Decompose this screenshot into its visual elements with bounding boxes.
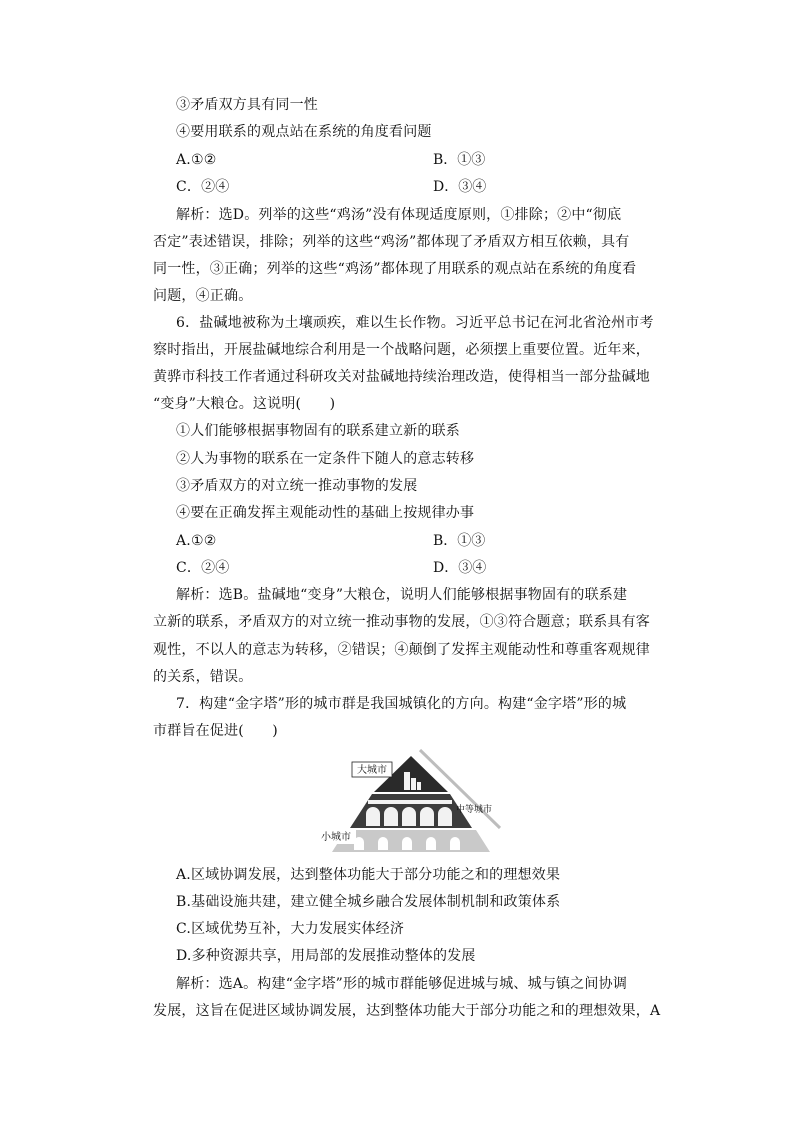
- q5-analysis-line: 问题，④正确。: [153, 288, 253, 304]
- q7-option-d: D.多种资源共享，用局部的发展推动整体的发展: [176, 948, 476, 964]
- q6-analysis-line: 解析：选B。盐碱地“变身”大粮仓，说明人们能够根据事物固有的联系建: [176, 587, 628, 603]
- q6-option-a: A.①②: [176, 533, 217, 549]
- q6-item-2: ②人为事物的联系在一定条件下随人的意志转移: [176, 451, 475, 467]
- building-icon: [417, 782, 421, 790]
- q6-item-4: ④要在正确发挥主观能动性的基础上按规律办事: [176, 505, 475, 521]
- q5-analysis-line: 否定”表述错误，排除；列举的这些“鸡汤”都体现了矛盾双方相互依赖，具有: [153, 234, 630, 250]
- q6-stem-line: 察时指出，开展盐碱地综合利用是一个战略问题，必须摆上重要位置。近年来，: [153, 342, 650, 358]
- q6-analysis-line: 观性，不以人的意志为转移，②错误；④颠倒了发挥主观能动性和尊重客观规律: [153, 642, 650, 658]
- q7-stem-line: 7．构建“金字塔”形的城市群是我国城镇化的方向。构建“金字塔”形的城: [176, 696, 627, 712]
- q6-stem-line: 6．盐碱地被称为土壤顽疾，难以生长作物。习近平总书记在河北省沧州市考: [176, 315, 654, 331]
- label-small-cities: 小城市: [321, 832, 351, 843]
- city-pyramid-figure: [308, 748, 508, 860]
- q6-analysis-line: 的关系，错误。: [153, 669, 253, 685]
- q6-item-3: ③矛盾双方的对立统一推动事物的发展: [176, 478, 418, 494]
- q7-stem-line: 市群旨在促进( ): [153, 723, 278, 739]
- q5-option-c: C．②④: [176, 179, 230, 195]
- q6-stem-line: “变身”大粮仓。这说明( ): [153, 396, 336, 412]
- q5-analysis-line: 解析：选D。列举的这些“鸡汤”没有体现适度原则，①排除；②中“彻底: [176, 207, 622, 223]
- building-icon: [404, 772, 410, 790]
- label-large-cities: 大城市: [357, 765, 387, 776]
- roof-band: [368, 800, 452, 804]
- q7-option-a: A.区域协调发展，达到整体功能大于部分功能之和的理想效果: [176, 867, 561, 883]
- building-icon: [411, 778, 416, 790]
- q6-stem-line: 黄骅市科技工作者通过科研攻关对盐碱地持续治理改造，使得相当一部分盐碱地: [153, 369, 650, 385]
- q6-option-b: B．①③: [433, 533, 486, 549]
- q5-option-b: B．①③: [433, 152, 486, 168]
- q5-item-4: ④要用联系的观点站在系统的角度看问题: [176, 124, 432, 140]
- q7-option-c: C.区域优势互补，大力发展实体经济: [176, 921, 405, 937]
- q7-analysis-line: 发展，这旨在促进区域协调发展，达到整体功能大于部分功能之和的理想效果，A: [153, 1003, 661, 1019]
- q6-analysis-line: 立新的联系，矛盾双方的对立统一推动事物的发展，①③符合题意；联系具有客: [153, 614, 650, 630]
- label-medium-cities: 中等城市: [456, 805, 493, 815]
- q5-option-a: A.①②: [176, 152, 217, 168]
- q5-analysis-line: 同一性，③正确；列举的这些“鸡汤”都体现了用联系的观点站在系统的角度看: [153, 261, 637, 277]
- q7-analysis-line: 解析：选A。构建“金字塔”形的城市群能够促进城与城、城与镇之间协调: [176, 976, 628, 992]
- q6-option-c: C．②④: [176, 560, 230, 576]
- q7-option-b: B.基础设施共建，建立健全城乡融合发展体制机制和政策体系: [176, 894, 561, 910]
- q6-item-1: ①人们能够根据事物固有的联系建立新的联系: [176, 423, 460, 439]
- q5-option-d: D．③④: [433, 179, 487, 195]
- q5-item-3: ③矛盾双方具有同一性: [176, 97, 318, 113]
- q6-option-d: D．③④: [433, 560, 487, 576]
